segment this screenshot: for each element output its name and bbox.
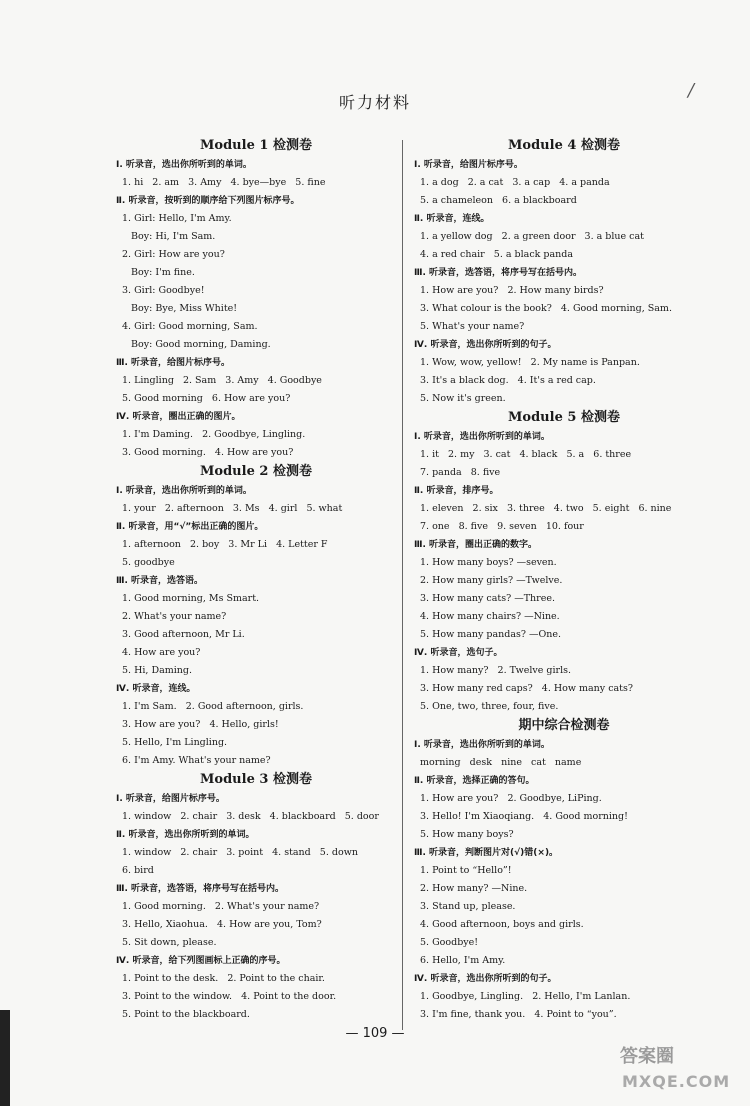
section-instruction: Ⅱ. 听录音，连线。: [414, 214, 490, 224]
section-instruction: Ⅱ. 听录音，按听到的顺序给下列图片标序号。: [116, 196, 300, 206]
answer-line: 1. afternoon 2. boy 3. Mr Li 4. Letter F: [122, 539, 328, 550]
section-instruction: Ⅰ. 听录音，给图片标序号。: [414, 160, 523, 170]
answer-line: 6. I'm Amy. What's your name?: [122, 755, 271, 766]
answer-line: 3. It's a black dog. 4. It's a red cap.: [420, 375, 596, 386]
answer-line: 1. window 2. chair 3. point 4. stand 5. down: [122, 847, 358, 858]
answer-line: 1. Goodbye, Lingling. 2. Hello, I'm Lanlan.: [420, 991, 631, 1002]
scan-edge: [0, 1010, 10, 1106]
answer-line: 7. one 8. five 9. seven 10. four: [420, 521, 584, 532]
section-instruction: Ⅰ. 听录音，选出你所听到的单词。: [414, 740, 550, 750]
section-instruction: Ⅰ. 听录音，选出你所听到的单词。: [116, 486, 252, 496]
answer-line: 1. Lingling 2. Sam 3. Amy 4. Goodbye: [122, 375, 322, 386]
module-heading: Module 1 检测卷: [200, 138, 312, 153]
answer-line: 1. your 2. afternoon 3. Ms 4. girl 5. what: [122, 503, 343, 514]
answer-line: 3. Good morning. 4. How are you?: [122, 447, 294, 458]
answer-line: 1. Girl: Hello, I'm Amy.: [122, 213, 232, 224]
answer-line: 1. Good morning, Ms Smart.: [122, 593, 260, 604]
answer-line: 3. Good afternoon, Mr Li.: [122, 629, 245, 640]
answer-line: 1. How are you? 2. How many birds?: [420, 285, 604, 296]
answer-line: 4. Girl: Good morning, Sam.: [122, 321, 258, 332]
answer-line: 1. I'm Sam. 2. Good afternoon, girls.: [122, 701, 304, 712]
section-instruction: Ⅲ. 听录音，选答语。: [116, 576, 204, 586]
right-column: [414, 136, 714, 1024]
answer-line: 5. Point to the blackboard.: [122, 1009, 250, 1020]
section-instruction: Ⅲ. 听录音，选答语，将序号写在括号内。: [116, 884, 285, 894]
left-column: [116, 136, 396, 1024]
watermark-logo: 答案圈: [620, 1046, 674, 1067]
pen-mark: /: [688, 80, 695, 101]
section-instruction: Ⅱ. 听录音，选出你所听到的单词。: [116, 830, 255, 840]
answer-line: 5. Hi, Daming.: [122, 665, 192, 676]
answer-line: 6. Hello, I'm Amy.: [420, 955, 506, 966]
section-instruction: Ⅰ. 听录音，选出你所听到的单词。: [116, 160, 252, 170]
page-title: 听力材料: [338, 93, 411, 112]
module-heading: Module 4 检测卷: [508, 138, 620, 153]
answer-line: 4. a red chair 5. a black panda: [420, 249, 574, 260]
section-instruction: Ⅳ. 听录音，选出你所听到的句子。: [414, 974, 557, 984]
section-instruction: Ⅳ. 听录音，圈出正确的图片。: [116, 412, 241, 422]
answer-line: 3. I'm fine, thank you. 4. Point to “you”.: [420, 1009, 617, 1020]
watermark-url: MXQE.COM: [622, 1072, 731, 1091]
answer-line: 5. Now it's green.: [420, 393, 506, 404]
section-instruction: Ⅳ. 听录音，给下列图画标上正确的序号。: [116, 956, 286, 966]
answer-line: 2. How many? —Nine.: [420, 883, 528, 894]
answer-line: 6. bird: [122, 865, 154, 876]
answer-line: Boy: Bye, Miss White!: [122, 303, 238, 314]
section-instruction: Ⅱ. 听录音，选择正确的答句。: [414, 776, 535, 786]
section-instruction: Ⅳ. 听录音，选出你所听到的句子。: [414, 340, 557, 350]
answer-line: 1. How many? 2. Twelve girls.: [420, 665, 572, 676]
answer-line: 5. One, two, three, four, five.: [420, 701, 559, 712]
answer-line: 1. Point to the desk. 2. Point to the chair.: [122, 973, 325, 984]
answer-line: Boy: Hi, I'm Sam.: [122, 231, 216, 242]
answer-line: 3. How many cats? —Three.: [420, 593, 555, 604]
module-heading: Module 3 检测卷: [200, 772, 312, 787]
module-heading: Module 5 检测卷: [508, 410, 620, 425]
section-instruction: Ⅱ. 听录音，排序号。: [414, 486, 499, 496]
answer-line: 1. eleven 2. six 3. three 4. two 5. eight 6. nine: [420, 503, 672, 514]
answer-line: 3. Stand up, please.: [420, 901, 516, 912]
answer-line: 2. What's your name?: [122, 611, 227, 622]
answer-line: 1. I'm Daming. 2. Goodbye, Lingling.: [122, 429, 306, 440]
answer-line: 4. How many chairs? —Nine.: [420, 611, 560, 622]
answer-line: 1. window 2. chair 3. desk 4. blackboard 5. door: [122, 811, 379, 822]
answer-line: morning desk nine cat name: [420, 757, 582, 768]
answer-line: 1. How many boys? —seven.: [420, 557, 557, 568]
answer-line: 1. a dog 2. a cat 3. a cap 4. a panda: [420, 177, 610, 188]
answer-line: 1. Point to “Hello”!: [420, 865, 512, 876]
section-instruction: Ⅲ. 听录音，给图片标序号。: [116, 358, 231, 368]
answer-line: 5. Hello, I'm Lingling.: [122, 737, 228, 748]
answer-line: 3. How many red caps? 4. How many cats?: [420, 683, 633, 694]
answer-line: 1. How are you? 2. Goodbye, LiPing.: [420, 793, 602, 804]
section-instruction: Ⅲ. 听录音，判断图片对(√)错(×)。: [414, 848, 559, 858]
answer-line: 5. How many boys?: [420, 829, 514, 840]
answer-line: 3. Point to the window. 4. Point to the door.: [122, 991, 337, 1002]
answer-line: 5. Good morning 6. How are you?: [122, 393, 291, 404]
answer-line: 2. How many girls? —Twelve.: [420, 575, 563, 586]
module-heading: 期中综合检测卷: [518, 718, 610, 733]
answer-line: Boy: Good morning, Daming.: [122, 339, 271, 350]
answer-line: 5. What's your name?: [420, 321, 525, 332]
answer-line: 5. How many pandas? —One.: [420, 629, 562, 640]
section-instruction: Ⅳ. 听录音，选句子。: [414, 648, 503, 658]
answer-line: 1. Good morning. 2. What's your name?: [122, 901, 320, 912]
answer-line: 5. goodbye: [122, 557, 175, 568]
answer-line: 3. Girl: Goodbye!: [122, 285, 205, 296]
answer-line: 1. Wow, wow, yellow! 2. My name is Panpan.: [420, 357, 640, 368]
answer-line: Boy: I'm fine.: [122, 267, 195, 278]
section-instruction: Ⅰ. 听录音，给图片标序号。: [116, 794, 225, 804]
answer-line: 5. a chameleon 6. a blackboard: [420, 195, 577, 206]
answer-line: 3. What colour is the book? 4. Good morning, Sam.: [420, 303, 672, 314]
answer-line: 3. Hello! I'm Xiaoqiang. 4. Good morning!: [420, 811, 628, 822]
answer-line: 1. a yellow dog 2. a green door 3. a blue cat: [420, 231, 644, 242]
answer-line: 4. How are you?: [122, 647, 201, 658]
answer-line: 5. Sit down, please.: [122, 937, 217, 948]
section-instruction: Ⅲ. 听录音，圈出正确的数字。: [414, 540, 538, 550]
column-divider: [402, 140, 403, 1030]
answer-line: 4. Good afternoon, boys and girls.: [420, 919, 584, 930]
page-number: — 109 —: [345, 1026, 405, 1041]
answer-line: 1. hi 2. am 3. Amy 4. bye—bye 5. fine: [122, 177, 326, 188]
answer-line: 1. it 2. my 3. cat 4. black 5. a 6. three: [420, 449, 632, 460]
module-heading: Module 2 检测卷: [200, 464, 312, 479]
answer-line: 7. panda 8. five: [420, 467, 501, 478]
section-instruction: Ⅰ. 听录音，选出你所听到的单词。: [414, 432, 550, 442]
answer-line: 2. Girl: How are you?: [122, 249, 225, 260]
answer-line: 5. Goodbye!: [420, 937, 479, 948]
section-instruction: Ⅲ. 听录音，选答语，将序号写在括号内。: [414, 268, 583, 278]
section-instruction: Ⅱ. 听录音，用“√”标出正确的图片。: [116, 522, 264, 532]
answer-line: 3. Hello, Xiaohua. 4. How are you, Tom?: [122, 919, 322, 930]
section-instruction: Ⅳ. 听录音，连线。: [116, 684, 196, 694]
answer-line: 3. How are you? 4. Hello, girls!: [122, 719, 279, 730]
